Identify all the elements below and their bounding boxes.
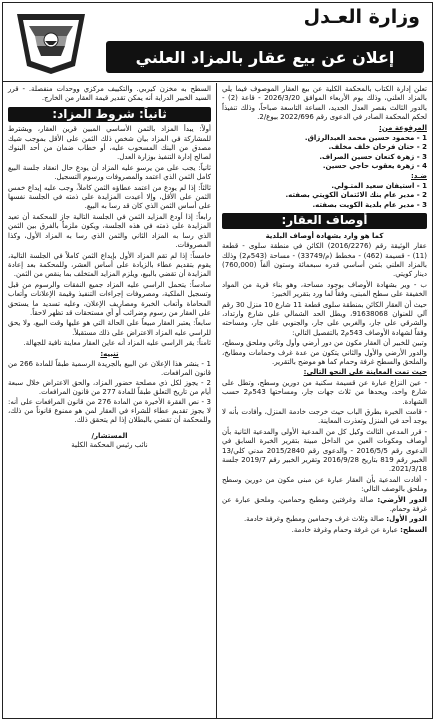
list-item: 3 - نص الفقرة الأخيرة من المادة 276 من قانون المرافعات على أنه: لا يجوز تقديم عطاء للشراء في العقار لمن هو ممنوع قانوناً من ذلك، وللمحكمة أن تقضي بالبطلان إذا لم يتحقق ذلك. — [8, 397, 212, 425]
list-item: 2 - حنان فرحان خلف مخلف. — [328, 143, 427, 152]
description-paragraph: - قامت الخبرة بطرق الباب حيث خرجت خادمة المنزل، وأفادت بأنه لا يوجد أحد في المنزل وتعذرت المعاينة. — [222, 408, 427, 426]
intro-paragraph: تعلن إدارة الكتاب بالمحكمة الكلية عن بيع العقار الموصوف فيما يلي بالمزاد العلني، وذلك يوم الأربعاء الموافق 2026/3/20 - قاعة (2) - بالدور الثالث بقصر العدل الجديد، الساعة التاسعة صباحاً، وذلك تنفيذاً لحكم المحكمة الصادر في الدعوى رقم 2022/696 بيوع/2. — [222, 85, 428, 122]
content-columns — [3, 83, 432, 718]
auction-conditions-heading: ثانياً: شروط المزاد: — [8, 107, 211, 122]
floor-heading: السطح: — [400, 525, 427, 534]
against-heading: ضـد: — [411, 171, 427, 180]
description-paragraph: عقار الوثيقة رقم (2016/2276) الكائن في منطقة سلوى - قطعة (11) - قسيمة (462) - مخطط (م/33749) - مساحة (543م2) وذلك بالمزاد العلني بثمن أساسي قدره سبعمائة وستون ألفاً (760,000) دينار كويتي. — [222, 242, 427, 279]
description-paragraph: ب - وير بشهادة الأوصاف بوجود مساحة، وهو بناء قرية من المواد الخفيفة على سطح المبنى، وفقاً لما ورد بتقرير الخبير: — [222, 280, 427, 299]
condition-paragraph: ثالثاً: إذا لم يودع من اعتمد عطاؤه الثمن كاملاً، وجب عليه إيداع خمس الثمن على الأقل، وإلا أعيدت المزايدة على ذمته في الجلسة نفسها على أساس الثمن الذي كان قد رسا به البيع. — [8, 183, 211, 211]
description-paragraph: - أفادت المدعية بأن العقار عبارة عن مبنى مكون من دورين وسطح وملحق بالوصف التالي: — [222, 475, 427, 494]
plaintiffs-list — [222, 134, 427, 172]
floor-heading: الدور الأرضي: — [377, 495, 428, 504]
list-item: 1 - استيفان سعيد المتـولي. — [331, 182, 427, 191]
signature-title: المستشار/ — [91, 431, 128, 440]
condition-paragraph: سابعاً: يعتبر العقار مبيعاً على الحالة التي هو عليها وقت البيع، ولا يحق للراسي عليه المزاد الاعتراض على ذلك مستقبلاً. — [8, 319, 211, 337]
continuation-paragraph: السطح به مخزن كيربي. والتكييف مركزي ووحدات منفصلة. - قرر السيد الخبير الدراية أنه يمكن تقدير قيمة العقار من الخارج. — [8, 85, 211, 103]
condition-paragraph: سادساً: يتحمل الراسي عليه المزاد جميع النفقات والرسوم من قبل وتسجيل الملكية، ومصروفات إجراءات التنفيذ وقيمة الإعلانات وأتعاب المحاماة وأتعاب الخبرة ومصاريف الإعلان، وعليه تسديد ما يستحق على العقار من رسوم وضرائب أو أي مستحقات قد تظهر لاحقاً. — [8, 280, 211, 317]
condition-paragraph: ثامناً: يقر الراسي عليه المزاد أنه عاين العقار معاينة نافية للجهالة. — [23, 339, 211, 348]
description-paragraph: حيث أن العقار الكائن بمنطقة سلوى قطعة 11 شارع 10 منزل 30 رقم آلي للعنوان 91638068، ويطل الحد الشمالي على شارع وارتداد، والشرقي على جار، والغربي على جار، والجنوبي على جار، ومساحته وفقاً لشهادة الأوصاف 543م2 بالتفصيل التالي: — [222, 300, 427, 337]
announcement-banner: إعلان عن بيع عقار بالمزاد العلني — [106, 41, 424, 73]
description-paragraph: وتبين للخبير أن العقار مكون من دور أرضي وأول وثاني وملحق وسطح، والدور الأرضي والأول والثاني يتكون من عدة غرف وحمامات ومطابخ، والملحق والسطح غرفة وحمام كما هو موضح بالتقرير. — [222, 339, 427, 366]
list-item: 2 - يجوز لكل ذي مصلحة حضور المزاد، والحق الاعتراض خلال سبعة أيام من تاريخ التعلق طبقاً للمادة 277 من قانون المرافعات. — [8, 378, 211, 397]
list-item: 1 - ينشر هذا الإعلان عن البيع بالجريدة الرسمية طبقاً للمادة 266 من قانون المرافعات. — [8, 359, 211, 378]
list-item: 1 - محمود حسين محمد العبدالرزاق. — [304, 134, 427, 143]
condition-paragraph: أولاً: يبدأ المزاد بالثمن الأساسي المبين قرين العقار، ويشترط للمشاركة في المزاد بيان شخص ذلك الثمن على الأقل بموجب شيك مصدق من البنك المسحوب عليه، أو خطاب ضمان من أحد البنوك لصالح إدارة التنفيذ بوزارة العدل. — [8, 125, 211, 162]
condition-paragraph: رابعاً: إذا أودع المزايد الثمن في الجلسة التالية جاز للمحكمة أن تعيد المزايدة على ذمته في هذه الجلسة، ويكون ملزماً بالفرق بين الثمن الذي رسا به المزاد الثاني والثمن الذي رسا به المزاد الأول، وكذا المصروفات. — [8, 212, 211, 250]
list-item: 3 - زهرة كنعان حسين الصراف. — [319, 152, 427, 161]
kuwait-emblem-icon — [9, 6, 93, 76]
defendants-list — [222, 182, 427, 210]
floor-text: صالة وثلاث غرف وحمامين ومطبخ وغرفة خادمة. — [243, 515, 385, 524]
left-column — [3, 83, 216, 718]
list-item: 3 - مدير عام بلدية الكويت بصفته. — [312, 200, 427, 209]
parties-heading: المرفوعة من: — [379, 123, 427, 132]
property-description-heading: أوصاف العقار: — [222, 213, 427, 228]
right-column — [216, 83, 432, 718]
inspection-heading: حيث تمت المعاينة على النحو التالي: — [303, 368, 427, 377]
description-paragraph: - قرر المدعي الثالث وكيل كل من المدعية الأولى والمدعية الثانية بأن أوصاف ومكونات العين من الداخل مبينة بتقرير الخبرة السابق في الدعوى رقم 2016/5/5 - والدعوى رقم 2015/2840 مدني كلي/13 الخبير رقم 819 بتاريخ 2016/9/28 وتقرير الخبير رقم 2019/7 جلسة 2021/3/18. — [222, 427, 428, 474]
header — [3, 3, 432, 82]
notes-list — [8, 360, 211, 426]
property-description-subheading: كما هو وارد بشهادة أوصاف البلدية — [265, 231, 384, 240]
ministry-title: وزارة العـدل — [303, 6, 420, 28]
list-item: 2 - مدير عام بنك الائتمان الكويتي بصفته. — [285, 191, 427, 200]
floor-heading: الدور الأول: — [386, 515, 427, 524]
description-paragraph: - عين النزاع عبارة عن قسيمة سكنية من دورين وسطح، وتطل على شارع واحد، ويحدها من ثلاث جهات جار، ومساحتها 543م2 حسب الشهادة. — [222, 378, 428, 406]
floor-text: عبارة عن غرفة وحمام وغرفة خادمة. — [291, 525, 398, 534]
notes-heading: تنبيه: — [100, 349, 119, 358]
floor-text: صالة وغرفتين ومطبخ وحمامين، وملحق عبارة عن غرفة وحمام. — [222, 495, 427, 514]
list-item: 4 - زهرة يعقوب حاجي حسين. — [322, 162, 427, 171]
announcement-page — [2, 2, 433, 719]
condition-paragraph: خامساً: إذا لم تقم المزاد الأول بإيداع الثمن كاملاً في الجلسة التالية، يقوم بتقديم عطاء بالزيادة على أساس العشر، وللمحكمة بعد إعادة المزايدة أن تقضي بالبيع، ويلزم المزايد المتخلف بما ينقص من الثمن. — [8, 251, 211, 279]
condition-paragraph: ثانياً: يجب على من يرسو عليه المزاد أن يودع حال انعقاد جلسة البيع كامل الثمن الذي اعتمد والمصروفات ورسوم التسجيل. — [8, 163, 211, 182]
signature-role: نائب رئيس المحكمة الكلية — [71, 441, 148, 450]
